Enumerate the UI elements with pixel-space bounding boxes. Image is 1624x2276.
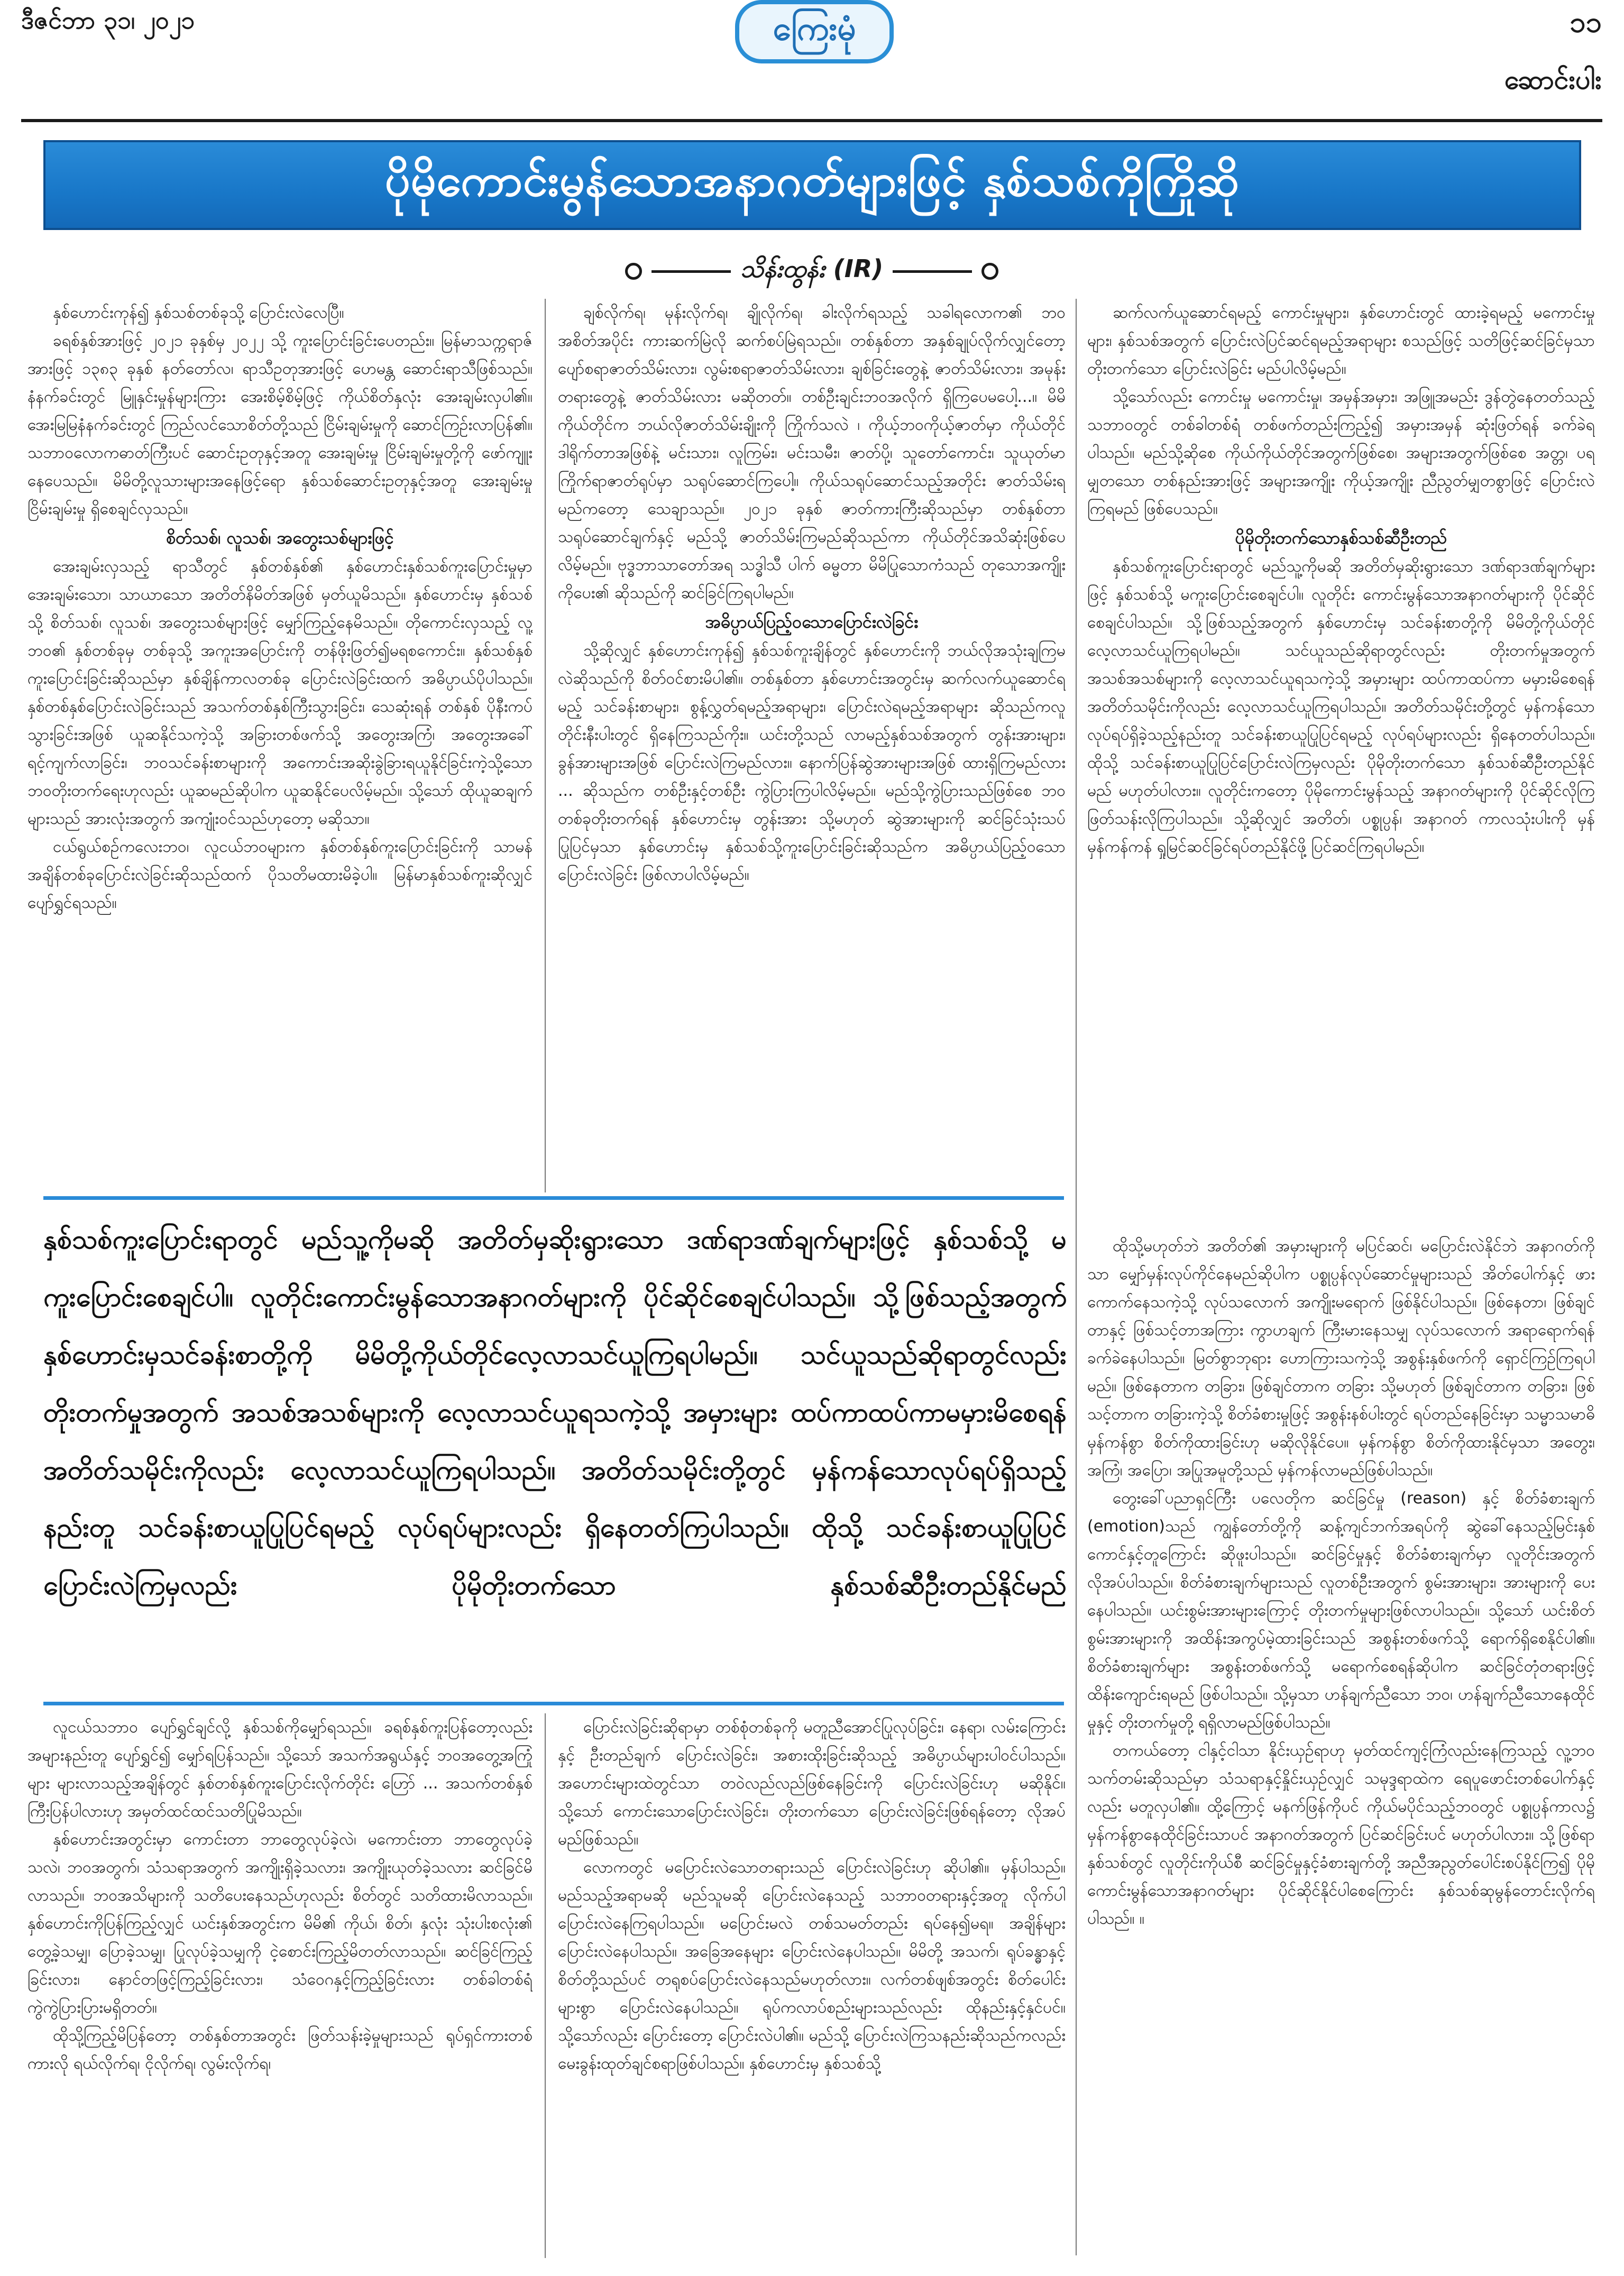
pull-quote: နှစ်သစ်ကူးပြောင်းရာတွင် မည်သူ့ကိုမဆို အတိတ်မှဆိုးရွားသော ဒဏ်ရာဒဏ်ချက်များဖြင့် နှစ်သစ်သို့ မကူးပြောင်းစေချင်ပါ။ လူတိုင်းကောင်းမွန်သောအနာဂတ်များကို ပိုင်ဆိုင်စေချင်ပါသည်။ သို့ဖြစ်သည့်အတွက် နှစ်ဟောင်းမှသင်ခန်းစာတို့ကို မိမိတို့ကိုယ်တိုင်လေ့လာသင်ယူကြရပါမည်။ သင်ယူသည်ဆိုရာတွင်လည်း တိုးတက်မှုအတွက် အသစ်အသစ်များကို လေ့လာသင်ယူရသကဲ့သို့ အမှားများ ထပ်ကာထပ်ကာမမှားမိစေရန် အတိတ်သမိုင်းကိုလည်း လေ့လာသင်ယူကြရပါသည်။ အတိတ်သမိုင်းတို့တွင် မှန်ကန်သောလုပ်ရပ်ရှိသည့်နည်းတူ သင်ခန်းစာယူပြုပြင်ရမည့် လုပ်ရပ်များလည်း ရှိနေတတ်ကြပါသည်။ ထိုသို့ သင်ခန်းစာယူပြုပြင်ပြောင်းလဲကြမှလည်း ပိုမိုတိုးတက်သော နှစ်သစ်ဆီဦးတည်နိုင်မည်	[43, 1224, 1067, 1601]
paragraph: လောကတွင် မပြောင်းလဲသောတရားသည် ပြောင်းလဲခြင်းဟု ဆိုပါ၏။ မှန်ပါသည်။ မည်သည့်အရာမဆို မည်သူမဆို ပြောင်းလဲနေသည့် သဘာဝတရားနှင့်အတူ လိုက်ပါပြောင်းလဲနေကြရပါသည်။ မပြောင်းမလဲ တစ်သမတ်တည်း ရပ်နေ၍မရ။ အချိန်များ ပြောင်းလဲနေပါသည်။ အခြေအနေများ ပြောင်းလဲနေပါသည်။ မိမိတို့ အသက်၊ ရုပ်ခန္ဓာနှင့် စိတ်တို့သည်ပင် တရုစပ်ပြောင်းလဲနေသည်မဟုတ်လား။ လက်တစ်ဖျစ်အတွင်း စိတ်ပေါင်းများစွာ ပြောင်းလဲနေပါသည်။ ရုပ်ကလာပ်စည်းများသည်လည်း ထိုနည်းနှင့်နှင်ပင်။ သို့သော်လည်း ပြောင်းတော့ ပြောင်းလဲပါ၏။ မည်သို့ ပြောင်းလဲကြသနည်းဆိုသည်ကလည်း မေးခွန်းထုတ်ချင်စရာဖြစ်ပါသည်။ နှစ်ဟောင်းမှ နှစ်သစ်သို့	[558, 1858, 1066, 2073]
column-divider	[1076, 299, 1077, 2255]
article-column-2-continued	[558, 1713, 1066, 2263]
paragraph: ခရစ်နှစ်အားဖြင့် ၂၀၂၁ ခုနှစ်မှ ၂၀၂၂ သို့ ကူးပြောင်းခြင်းပေတည်း။ မြန်မာသက္ကရာဇ်အားဖြင့် ၁၃၈၃ ခုနှစ် နတ်တော်လ၊ ရာသီဥတုအားဖြင့် ဟေမန္တ ဆောင်းရာသီဖြစ်သည်။ နံနက်ခင်းတွင် မြူနှင်းမှုန်များကြား အေးစိမ့်စိမ့်ဖြင့် ကိုယ်စိတ်နှလုံး အေးချမ်းလှပါ၏။ အေးမြမြနံနက်ခင်းတွင် ကြည်လင်သောစိတ်တို့သည် ငြိမ်းချမ်းမှုကို ဆောင်ကြဉ်းလာပြန်၏။ သဘာဝလောကဓာတ်ကြီးပင် ဆောင်းဥတုနှင့်အတူ အေးချမ်းမှု ငြိမ်းချမ်းမှုတို့ကို ဖော်ကျူးနေပေသည်။ မိမိတို့လူသားများအနေဖြင့်ရော နှစ်သစ်ဆောင်းဥတုနှင့်အတူ အေးချမ်းမှု ငြိမ်းချမ်းမှု ရှိစေချင်လှသည်။	[27, 332, 533, 518]
paragraph: သို့ဆိုလျှင် နှစ်ဟောင်းကုန်၍ နှစ်သစ်ကူးချိန်တွင် နှစ်ဟောင်းကို ဘယ်လိုအသုံးချကြမလဲဆိုသည်ကို စိတ်ဝင်စားမိပါ၏။ တစ်နှစ်တာ နှစ်ဟောင်းအတွင်းမှ ဆက်လက်ယူဆောင်ရမည့် သင်ခန်းစာများ၊ စွန့်လွှတ်ရမည့်အရာများ၊ ပြောင်းလဲရမည့်အရာများ ဆိုသည်ကလူတိုင်းနီးပါးတွင် ရှိနေကြသည်ကိုး။ ယင်းတို့သည် လာမည့်နှစ်သစ်အတွက် တွန်းအားများ၊ ခွန်အားများအဖြစ် ပြောင်းလဲကြမည်လား။ နောက်ပြန်ဆွဲအားများအဖြစ် ထားရှိကြမည်လား ... ဆိုသည်က တစ်ဦးနှင့်တစ်ဦး ကွဲပြားကြပါလိမ့်မည်။ မည်သို့ကွဲပြားသည်ဖြစ်စေ ဘဝတစ်ခုတိုးတက်ရန် နှစ်ဟောင်းမှ တွန်းအား သို့မဟုတ် ဆွဲအားများကို ဆင်ခြင်သုံးသပ် ပြုပြင်မှသာ နှစ်ဟောင်းမှ နှစ်သစ်သို့ကူးပြောင်းခြင်းဆိုသည်က အဓိပ္ပာယ်ပြည့်ဝသောပြောင်းလဲခြင်း ဖြစ်လာပါလိမ့်မည်။	[558, 641, 1066, 884]
paragraph: တွေးခေါ်ပညာရှင်ကြီး ပလေတိုက ဆင်ခြင်မှု (reason) နှင့် စိတ်ခံစားချက် (emotion)သည် ကျွန်တော်တို့ကို ဆန့်ကျင်ဘက်အရပ်ကို ဆွဲခေါ်နေသည့်မြင်းနှစ်ကောင်နှင့်တူကြောင်း ဆိုဖူးပါသည်။ ဆင်ခြင်မှုနှင့် စိတ်ခံစားချက်မှာ လူတိုင်းအတွက် လိုအပ်ပါသည်။ စိတ်ခံစားချက်များသည် လူတစ်ဦးအတွက် စွမ်းအားများ၊ အားများကို ပေးနေပါသည်။ ယင်းစွမ်းအားများကြောင့် တိုးတက်မှုများဖြစ်လာပါသည်။ သို့သော် ယင်းစိတ်စွမ်းအားများကို အထိန်းအကွပ်မဲ့ထားခြင်းသည် အစွန်းတစ်ဖက်သို့ ရောက်ရှိစေနိုင်ပါ၏။ စိတ်ခံစားချက်များ အစွန်းတစ်ဖက်သို့ မရောက်စေရန်ဆိုပါက ဆင်ခြင်တုံတရားဖြင့် ထိန်းကျောင်းရမည် ဖြစ်ပါသည်။ သို့မှသာ ဟန်ချက်ညီသော ဘဝ၊ ဟန်ချက်ညီသောနေထိုင်မှုနှင့် တိုးတက်မှုတို့ ရရှိလာမည်ဖြစ်ပါသည်။	[1087, 1489, 1595, 1732]
paragraph: သို့သော်လည်း ကောင်းမှု မကောင်းမှု၊ အမှန်အမှား၊ အဖြူအမည်း ဒွန်တွဲနေတတ်သည့် သဘာဝတွင် တစ်ခါတစ်ရံ တစ်ဖက်တည်းကြည့်၍ အမှားအမှန် ဆုံးဖြတ်ရန် ခက်ခဲရပါသည်။ မည်သို့ဆိုစေ ကိုယ်ကိုယ်တိုင်အတွက်ဖြစ်စေ၊ အများအတွက်ဖြစ်စေ အတ္တ၊ ပရ မျှတသော တစ်နည်းအားဖြင့် အများအကျိုး ကိုယ့်အကျိုး ညီညွတ်မျှတစွာဖြင့် ပြောင်းလဲကြရမည် ဖြစ်ပေသည်။	[1087, 388, 1595, 518]
paragraph: နှစ်ဟောင်းအတွင်းမှာ ကောင်းတာ ဘာတွေလုပ်ခဲ့လဲ၊ မကောင်းတာ ဘာတွေလုပ်ခဲ့သလဲ၊ ဘဝအတွက်၊ သံသရာအတွက် အကျိုးရှိခဲ့သလား၊ အကျိုးယုတ်ခဲ့သလား ဆင်ခြင်မိလာသည်။ ဘဝအသိများကို သတိပေးနေသည်ဟုလည်း စိတ်တွင် သတိထားမိလာသည်။ နှစ်ဟောင်းကိုပြန်ကြည့်လျှင် ယင်းနှစ်အတွင်းက မိမိ၏ ကိုယ်၊ စိတ်၊ နှလုံး သုံးပါးစလုံး၏ တွေ့ခဲ့သမျှ၊ ပြောခဲ့သမျှ၊ ပြုလုပ်ခဲ့သမျှကို ငဲ့စောင်းကြည့်မိတတ်လာသည်။ ဆင်ခြင်ကြည့်ခြင်းလား၊ နောင်တဖြင့်ကြည့်ခြင်းလား၊ သံဝေဂနှင့်ကြည့်ခြင်းလား တစ်ခါတစ်ရံ ကွဲကွဲပြားပြားမရှိတတ်။	[27, 1830, 533, 2017]
paragraph: ဆက်လက်ယူဆောင်ရမည့် ကောင်းမှုများ၊ နှစ်ဟောင်းတွင် ထားခဲ့ရမည့် မကောင်းမှုများ၊ နှစ်သစ်အတွက် ပြောင်းလဲပြင်ဆင်ရမည့်အရာများ စသည်ဖြင့် သတိဖြင့်ဆင်ခြင်မှသာ တိုးတက်သော ပြောင်းလဲခြင်း မည်ပါလိမ့်မည်။	[1087, 304, 1595, 378]
paragraph: ထိုသို့မဟုတ်ဘဲ အတိတ်၏ အမှားများကို မပြင်ဆင်၊ မပြောင်းလဲနိုင်ဘဲ အနာဂတ်ကိုသာ မျှော်မှန်းလုပ်ကိုင်နေမည်ဆိုပါက ပစ္စုပ္ပန်လုပ်ဆောင်မှုများသည် အိတ်ပေါက်နှင့် ဖားကောက်နေသကဲ့သို့ လုပ်သလောက် အကျိုးမရောက် ဖြစ်နိုင်ပါသည်။ ဖြစ်နေတာ၊ ဖြစ်ချင်တာနှင့် ဖြစ်သင့်တာအကြား ကွာဟချက် ကြီးမားနေသမျှ လုပ်သလောက် အရာရောက်ရန် ခက်ခဲနေပါသည်။ မြတ်စွာဘုရား ဟောကြားသကဲ့သို့ အစွန်းနှစ်ဖက်ကို ရှောင်ကြဉ်ကြရပါမည်။ ဖြစ်နေတာက တခြား၊ ဖြစ်ချင်တာက တခြား သို့မဟုတ် ဖြစ်ချင်တာက တခြား၊ ဖြစ်သင့်တာက တခြားကဲ့သို့ စိတ်ခံစားမှုဖြင့် အစွန်းနစ်ပါးတွင် ရပ်တည်နေခြင်းမှာ သမ္မာသမာဓိ မှန်ကန်စွာ စိတ်ကိုထားခြင်းဟု မဆိုလိုနိုင်ပေ။ မှန်ကန်စွာ စိတ်ကိုထားနိုင်မှသာ အတွေး၊ အကြံ၊ အပြော၊ အပြုအမူတို့သည် မှန်ကန်လာမည်ဖြစ်ပါသည်။	[1087, 1237, 1595, 1480]
byline-ornament-right	[981, 263, 998, 280]
paragraph: ပြောင်းလဲခြင်းဆိုရာမှာ တစ်စုံတစ်ခုကို မတူညီအောင်ပြုလုပ်ခြင်း၊ နေရာ၊ လမ်းကြောင်းနှင့် ဦးတည်ချက် ပြောင်းလဲခြင်း၊ အစားထိုးခြင်းဆိုသည့် အဓိပ္ပာယ်များပါဝင်ပါသည်။ အဟောင်းများထဲတွင်သာ တဝဲလည်လည်ဖြစ်နေခြင်းကို ပြောင်းလဲခြင်းဟု မဆိုနိုင်။ သို့သော် ကောင်းသောပြောင်းလဲခြင်း၊ တိုးတက်သော ပြောင်းလဲခြင်းဖြစ်ရန်တော့ လိုအပ်မည်ဖြစ်သည်။	[558, 1718, 1066, 1849]
paragraph: တကယ်တော့ ငါနှင့်ငါသာ နိုင်းယှဉ်ရာဟု မှတ်ထင်ကျင့်ကြံလည်းနေကြသည့် လူ့ဘဝသက်တမ်းဆိုသည်မှာ သံသရာနှင့်နှိုင်းယှဉ်လျှင် သမုဒ္ဒရာထဲက ရေပူဖောင်းတစ်ပေါက်နှင့်လည်း မတူလှပါ၏။ ထို့ကြောင့် မနက်ဖြန်ကိုပင် ကိုယ်မပိုင်သည့်ဘဝတွင် ပစ္စုပ္ပန်ကာလ၌ မှန်ကန်စွာနေထိုင်ခြင်းသာပင် အနာဂတ်အတွက် ပြင်ဆင်ခြင်းပင် မဟုတ်ပါလား။ သို့ဖြစ်ရာ နှစ်သစ်တွင် လူတိုင်းကိုယ်စီ ဆင်ခြင်မှုနှင့်ခံစားချက်တို့ အညီအညွတ်ပေါင်းစပ်နိုင်ကြ၍ ပိုမိုကောင်းမွန်သောအနာဂတ်များ ပိုင်ဆိုင်နိုင်ပါစေကြောင်း နှစ်သစ်ဆုမွန်တောင်းလိုက်ရပါသည်။ ။	[1087, 1741, 1595, 1928]
article-column-1-continued	[27, 1713, 533, 2263]
byline-line-left	[652, 270, 731, 273]
article-column-3-continued	[1087, 1232, 1595, 2258]
column-divider	[545, 299, 546, 1192]
pull-quote-rule-top	[43, 1196, 1064, 1200]
paragraph: ထိုသို့ကြည့်မိပြန်တော့ တစ်နှစ်တာအတွင်း ဖြတ်သန်းခဲ့မှုများသည် ရုပ်ရှင်ကားတစ်ကားလို ရယ်လိုက်ရ၊ ငိုလိုက်ရ၊ လွမ်းလိုက်ရ၊	[27, 2026, 533, 2073]
paragraph: အေးချမ်းလှသည့် ရာသီတွင် နှစ်တစ်နှစ်၏ နှစ်ဟောင်းနှစ်သစ်ကူးပြောင်းမှုမှာ အေးချမ်းသော၊ သာယာသော အတိတ်နိမိတ်အဖြစ် မှတ်ယူမိသည်။ နှစ်ဟောင်းမှ နှစ်သစ်သို့ စိတ်သစ်၊ လူသစ်၊ အတွေးသစ်များဖြင့် မျှော်ကြည့်နေမိသည်။ တိုကောင်းလှသည့် လူ့ဘဝ၏ နှစ်တစ်ခုမှ တစ်ခုသို့ အကူးအပြောင်းကို တန်ဖိုးဖြတ်၍မရစကောင်း။ နှစ်သစ်နှစ် ကူးပြောင်းခြင်းဆိုသည်မှာ နှစ်ချိန်ကာလတစ်ခု ပြောင်းလဲခြင်းထက် အဓိပ္ပာယ်ပိုပါသည်။ နှစ်တစ်နှစ်ပြောင်းလဲခြင်းသည် အသက်တစ်နှစ်ကြီးသွားခြင်း၊ သေဆုံးရန် တစ်နှစ် ပိုနီးကပ်သွားခြင်းအဖြစ် ယူဆနိုင်သကဲ့သို့ အခြားတစ်ဖက်သို့ အတွေးအကြံ၊ အတွေးအခေါ် ရင့်ကျက်လာခြင်း၊ ဘဝသင်ခန်းစာများကို အကောင်းအဆိုးခွဲခြားရယူနိုင်ခြင်းကဲ့သို့သော ဘဝတိုးတက်ရေးဟုလည်း ယူဆမည်ဆိုပါက ယူဆနိုင်ပေလိမ့်မည်။ သို့သော် ထိုယူဆချက်များသည် အားလုံးအတွက် အကျုံးဝင်သည်ဟုတော့ မဆိုသာ။	[27, 557, 533, 828]
page-number: ၁၁	[1570, 5, 1602, 39]
byline-line-right	[893, 270, 972, 273]
article-column-1	[27, 299, 533, 1222]
paragraph: ငယ်ရွယ်စဉ်ကလေးဘဝ၊ လူငယ်ဘဝများက နှစ်တစ်နှစ်ကူးပြောင်းခြင်းကို သာမန်အချိန်တစ်ခုပြောင်းလဲခြင်းဆိုသည်ထက် ပိုသတိမထားမိခဲ့ပါ။ မြန်မာနှစ်သစ်ကူးဆိုလျှင် ပျော်ရွှင်ရသည်။	[27, 838, 533, 912]
byline	[561, 253, 1063, 290]
subheading: အဓိပ္ပာယ်ပြည့်ဝသောပြောင်းလဲခြင်း	[705, 612, 919, 632]
section-label: ဆောင်းပါး	[1504, 65, 1602, 95]
paragraph: ချစ်လိုက်ရ၊ မုန်းလိုက်ရ၊ ချိုလိုက်ရ၊ ခါးလိုက်ရသည့် သခါရလောက၏ ဘဝအစိတ်အပိုင်း ကားဆက်မြဲလို ဆက်စပ်မြဲရသည်။ တစ်နှစ်တာ အနှစ်ချုပ်လိုက်လျှင်တော့ ပျော်စရာဇာတ်သိမ်းလား၊ လွမ်းစရာဇာတ်သိမ်းလား၊ ချစ်ခြင်းတွေနဲ့ ဇာတ်သိမ်းလား၊ အမုန်းတရားတွေနဲ့ ဇာတ်သိမ်းလား မဆိုတတ်။ တစ်ဦးချင်းဘဝအလိုက် ရှိကြပေမပေါ့...။ မိမိကိုယ်တိုင်က ဘယ်လိုဇာတ်သိမ်းချိုးကို ကြိုက်သလဲ ၊ ကိုယ့်ဘဝကိုယ့်ဇာတ်မှာ ကိုယ်တိုင်ဒါရိုက်တာအဖြစ်နဲ့ မင်းသား၊ လူကြမ်း၊ မင်းသမီး၊ ဇာတ်ပို့၊ သူတော်ကောင်း၊ သူယုတ်မာ ကြိုက်ရာဇာတ်ရုပ်မှာ သရုပ်ဆောင်ကြပေါ့။ ကိုယ်သရုပ်ဆောင်သည့်အတိုင်း ဇာတ်သိမ်းရမည်ကတော့ သေချာသည်။ ၂၀၂၁ ခုနှစ် ဇာတ်ကားကြီးဆိုသည်မှာ တစ်နှစ်တာသရုပ်ဆောင်ချက်နှင့် မည်သို့ ဇာတ်သိမ်းကြမည်ဆိုသည်ကာ ကိုယ်တိုင်အသိဆုံးဖြစ်ပေလိမ့်မည်။ ဗုဒ္ဓဘာသာတော်အရ သဒ္ဓါသီ ပါက် ဓမ္မတာ မိမိပြုသောကံသည် တုသောအကျိုးကိုပေး၏ ဆိုသည်ကို ဆင်ခြင်ကြရပါမည်။	[558, 304, 1066, 602]
masthead	[0, 0, 1624, 132]
issue-date: ဒီဇင်ဘာ ၃၁၊ ၂၀၂၁	[21, 6, 195, 34]
subheading: စိတ်သစ်၊ လူသစ်၊ အတွေးသစ်များဖြင့်	[166, 528, 394, 548]
subheading: ပိုမိုတိုးတက်သောနှစ်သစ်ဆီဦးတည်	[1235, 528, 1447, 548]
newspaper-logo: ကြေးမုံ	[735, 0, 894, 63]
paragraph: လူငယ်သဘာဝ ပျော်ရွှင်ချင်လို့ နှစ်သစ်ကိုမျှော်ရသည်။ ခရစ်နှစ်ကူးပြန်တော့လည်း အများနည်းတူ ပျော်ရွှင်၍ မျှော်ရပြန်သည်။ သို့သော် အသက်အရွယ်နှင့် ဘဝအတွေ့အကြုံများ များလာသည့်အချိန်တွင် နှစ်တစ်နှစ်ကူးပြောင်းလိုက်တိုင်း ဟြော် ... အသက်တစ်နှစ်ကြီးပြန်ပါလားဟု အမှတ်ထင်ထင်သတိပြုမိသည်။	[27, 1718, 533, 1821]
article-column-2	[558, 299, 1066, 1222]
column-divider	[545, 1713, 546, 2258]
paragraph: နှစ်ဟောင်းကုန်၍ နှစ်သစ်တစ်ခုသို့ ပြောင်းလဲလေပြီ။	[53, 304, 344, 322]
byline-ornament-left	[625, 263, 642, 280]
masthead-rule	[21, 119, 1602, 122]
author-name: သိန်းထွန်း (IR)	[740, 254, 884, 283]
article-column-3	[1087, 299, 1595, 1222]
paragraph: နှစ်သစ်ကူးပြောင်းရာတွင် မည်သူ့ကိုမဆို အတိတ်မှဆိုးရွားသော ဒဏ်ရာဒဏ်ချက်များဖြင့် နှစ်သစ်သို့ မကူးပြောင်းစေချင်ပါ။ လူတိုင်း ကောင်းမွန်သောအနာဂတ်များကို ပိုင်ဆိုင်စေချင်ပါသည်။ သို့ဖြစ်သည့်အတွက် နှစ်ဟောင်းမှ သင်ခန်းစာတို့ကို မိမိတို့ကိုယ်တိုင် လေ့လာသင်ယူကြရပါမည်။ သင်ယူသည်ဆိုရာတွင်လည်း တိုးတက်မှုအတွက် အသစ်အသစ်များကို လေ့လာသင်ယူရသကဲ့သို့ အမှားများ ထပ်ကာထပ်ကာ မမှားမိစေရန် အတိတ်သမိုင်းကိုလည်း လေ့လာသင်ယူကြရပါသည်။ အတိတ်သမိုင်းတို့တွင် မှန်ကန်သောလုပ်ရပ်ရှိခဲ့သည့်နည်းတူ သင်ခန်းစာယူပြုပြင်ရမည့် လုပ်ရပ်များလည်း ရှိနေတတ်ပါသည်။ ထိုသို့ သင်ခန်းစာယူပြုပြင်ပြောင်းလဲကြမှလည်း ပိုမိုတိုးတက်သော နှစ်သစ်ဆီဦးတည်နိုင်မည် မဟုတ်ပါလား။ လူတိုင်းကတော့ ပိုမိုကောင်းမွန်သည့် အနာဂတ်များကို ပိုင်ဆိုင်လိုကြ ဖြတ်သန်းလိုကြပါသည်။ သို့ဆိုလျှင် အတိတ်၊ ပစ္စုပ္ပန်၊ အနာဂတ် ကာလသုံးပါးကို မှန်မှန်ကန်ကန် ရှုမြင်ဆင်ခြင်ရပ်တည်နိုင်ဖို့ ပြင်ဆင်ကြရပါမည်။	[1087, 557, 1595, 856]
pull-quote-rule-bottom	[43, 1702, 1064, 1705]
article-title: ပိုမိုကောင်းမွန်သောအနာဂတ်များဖြင့် နှစ်သစ်ကိုကြိုဆို	[43, 140, 1581, 230]
